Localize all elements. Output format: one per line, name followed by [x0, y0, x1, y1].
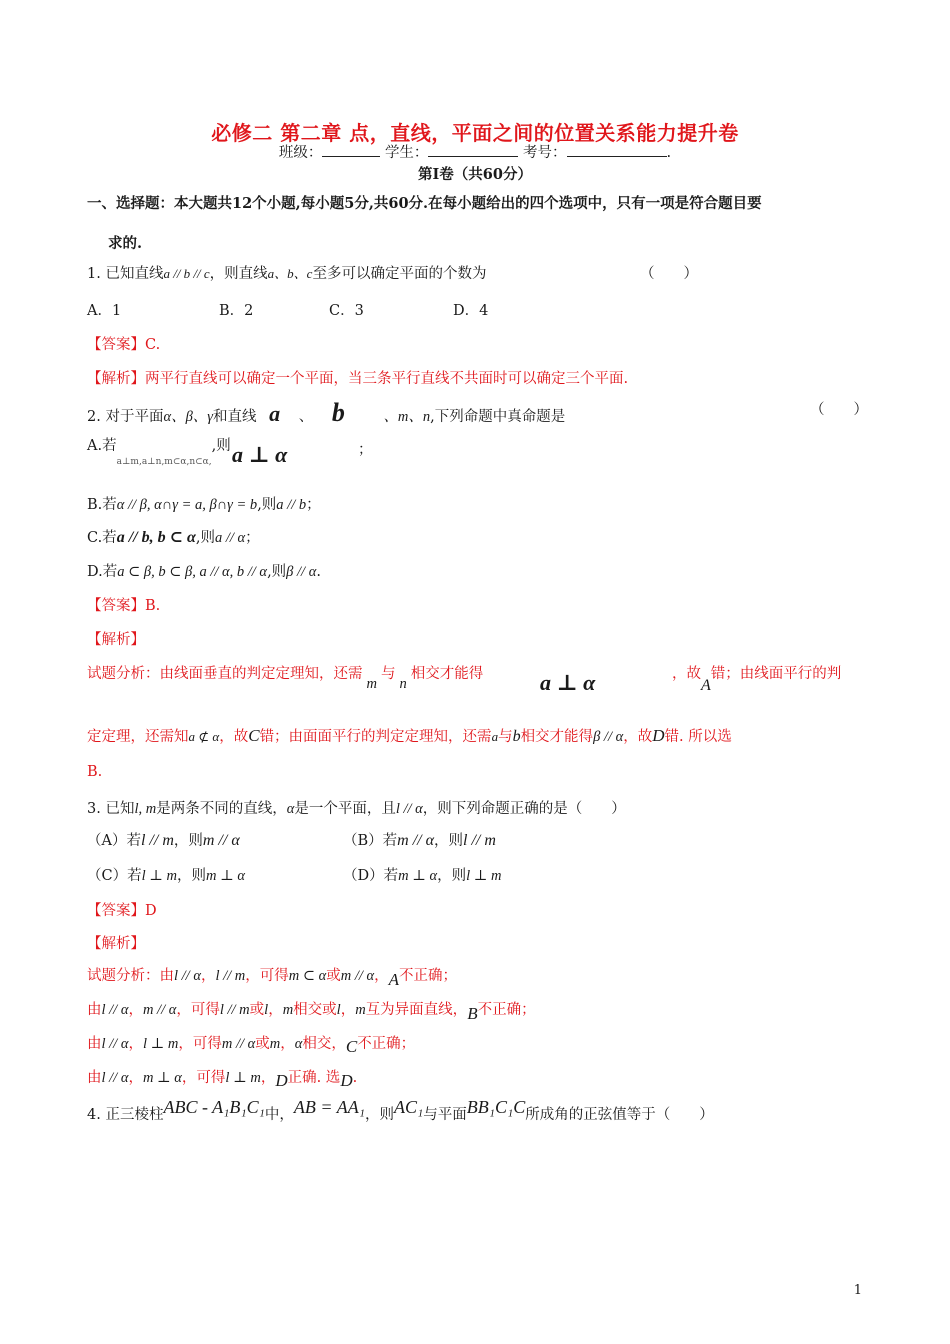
q3-r2-t16: 不正确； — [477, 1002, 536, 1018]
q3-r2-t4: ，可得 — [176, 1002, 220, 1018]
q3-r4-t10: . — [352, 1070, 358, 1086]
q3-math-b: α — [286, 801, 295, 817]
q3-analysis-row1 — [87, 964, 458, 989]
q2-b-math: α // β, α∩γ = a, β∩γ = b — [116, 497, 258, 513]
q3-r1-m3: l // m — [215, 968, 246, 984]
q3-b-m2: l // m — [463, 832, 496, 849]
q3-d-mid: ，则 — [437, 868, 467, 884]
q3-r1-m7: m // α — [340, 968, 375, 984]
q3-analysis-label: 【解析】 — [87, 936, 145, 952]
q3-r4-m3: m ⊥ α — [142, 1070, 182, 1086]
q1-stem-text3: 至多可以确定平面的个数为 — [312, 266, 487, 282]
q3-r3-t8: ， — [280, 1036, 295, 1052]
q2-l1-A: A — [701, 677, 711, 694]
q3-d-m2: l ⊥ m — [466, 868, 502, 884]
q2-l2-text3: 错；由面面平行的判定定理知，还需 — [259, 729, 492, 745]
q2-analysis-line1 — [87, 662, 484, 692]
q3-option-a — [87, 829, 240, 850]
q3-r2-t6: 或 — [249, 1002, 265, 1018]
q3-r2-m9: m — [282, 1002, 294, 1018]
q2-c-then: ,则 — [195, 530, 215, 546]
q2-l2-text: 定定理，还需知 — [87, 729, 189, 745]
q4-math-c: AC₁ — [393, 1097, 424, 1117]
class-blank[interactable] — [322, 142, 380, 157]
q2-big-a: a — [269, 401, 281, 426]
student-info-line — [0, 141, 950, 162]
q2-l2-text4: 与 — [498, 729, 513, 745]
q3-r1-t0: 试题分析：由 — [87, 968, 174, 984]
q2-l1-text5: 错；由线面平行的判 — [710, 666, 842, 682]
q2-option-b — [87, 493, 321, 514]
q3-r1-t6: 或 — [326, 968, 341, 984]
q1-analysis: 【解析】两平行直线可以确定一个平面，当三条平行直线不共面时可以确定三个平面. — [87, 371, 629, 387]
q3-r4-t2: ， — [128, 1070, 143, 1086]
q2-d-math: a ⊂ β, b ⊂ β, a // α, b // α — [117, 564, 268, 580]
q2-c-math: a // b, b ⊂ α — [116, 529, 196, 546]
q2-l1-text3: 相交才能得 — [410, 666, 484, 682]
q3-a-m2: m // α — [202, 832, 240, 849]
q3-r3-m5: m // α — [221, 1036, 256, 1052]
q2-l1-text4: ，故 — [672, 666, 701, 682]
q1-answer: 【答案】C. — [87, 337, 161, 353]
q2-l2-D: D — [652, 726, 665, 745]
q2-l1-text: 试题分析：由线面垂直的判定定理知，还需 — [87, 666, 363, 682]
q3-b-pre: （B）若 — [343, 833, 398, 849]
q3-r3-t4: ，可得 — [178, 1036, 222, 1052]
q3-r2-t0: 由 — [87, 1002, 102, 1018]
q3-r1-t4: ，可得 — [245, 968, 289, 984]
q4-math-d: BB₁C₁C — [466, 1097, 526, 1117]
q3-d-m1: m ⊥ α — [398, 868, 438, 884]
q1-paren: （ ） — [640, 266, 698, 282]
q2-stem-text2: 和直线 — [213, 409, 257, 425]
q2-l2-text5: 相交才能得 — [520, 729, 594, 745]
q2-b-prefix: B.若 — [87, 497, 117, 513]
q3-answer: 【答案】D — [87, 903, 157, 919]
q3-r3-t10: 相交， — [302, 1036, 346, 1052]
q3-r4-m9: D — [340, 1071, 353, 1090]
q2-a-conclusion — [232, 442, 287, 468]
q3-stem — [87, 797, 626, 818]
q2-l2-m1: a ⊄ α — [188, 729, 220, 744]
q2-b-then: ,则 — [257, 497, 277, 513]
q2-l2-C: C — [248, 726, 260, 745]
student-label: 学生： — [384, 145, 429, 161]
q2-d-then: ,则 — [267, 564, 287, 580]
q2-math-c: 、m、n — [383, 409, 431, 425]
section-heading: 一、选择题：本大题共12个小题,每小题5分,共60分.在每小题给出的四个选项中，只有一项是符合题目要 — [87, 195, 762, 212]
q2-option-d — [87, 560, 321, 581]
q2-a-end: ； — [358, 442, 373, 458]
q2-b-end: ； — [306, 497, 321, 513]
q2-d-end: . — [316, 564, 321, 580]
q2-l1-text2: 与 — [380, 666, 396, 682]
q2-l2-text6: ，故 — [623, 729, 653, 745]
q3-r3-t2: ， — [128, 1036, 143, 1052]
q3-analysis-row4 — [87, 1066, 358, 1090]
q2-l1-n: n — [399, 676, 407, 692]
q2-math: α、β、γ — [163, 409, 213, 425]
q2-l2-text7: 错. 所以选 — [664, 729, 732, 745]
q2-d-prefix: D.若 — [87, 564, 118, 580]
q2-c-math2: a // α — [214, 530, 246, 546]
q4-math-b: AB = AA₁ — [293, 1097, 365, 1117]
q3-stem-text4: ，则下列命题正确的是（ ） — [422, 801, 626, 817]
q1-math2: a、b、c — [267, 266, 313, 281]
q2-stem — [87, 398, 565, 428]
q2-big-b: b — [331, 398, 345, 427]
number-blank[interactable] — [567, 142, 667, 157]
q3-r2-t2: ， — [128, 1002, 143, 1018]
q2-l1-conclusion — [540, 670, 595, 696]
q2-l2-text2: ，故 — [219, 729, 249, 745]
q2-l2-m2: a — [491, 729, 499, 744]
q3-r3-m9: α — [294, 1036, 303, 1052]
q2-analysis-line1-end — [672, 662, 842, 694]
q3-r1-t10: 不正确； — [399, 968, 458, 984]
q3-r4-t4: ，可得 — [181, 1070, 226, 1086]
number-label: 考号： — [523, 145, 567, 161]
q2-sep: 、 — [298, 409, 314, 425]
q3-r1-t8: ， — [374, 968, 389, 984]
q2-l2-m3: b — [512, 728, 521, 745]
q3-r2-m15: B — [467, 1004, 478, 1023]
q3-c-mid: ，则 — [177, 868, 206, 884]
q2-stem-text: 2. 对于平面 — [87, 409, 164, 425]
q4-stem — [87, 1097, 714, 1124]
page-number: 1 — [853, 1283, 862, 1298]
student-blank[interactable] — [428, 142, 518, 157]
q3-b-m1: m // α — [397, 832, 434, 849]
class-label: 班级： — [278, 145, 323, 161]
q3-d-pre: （D）若 — [343, 868, 399, 884]
q1-stem — [87, 262, 486, 283]
q3-r4-t8: 正确. 选 — [287, 1070, 341, 1086]
q3-analysis-row3 — [87, 1032, 416, 1056]
q3-r4-m7: D — [275, 1071, 288, 1090]
q3-r2-m13: m — [355, 1002, 366, 1018]
q3-r3-t12: 不正确； — [357, 1036, 416, 1052]
q3-r1-m1: l // α — [174, 968, 201, 984]
q2-l1-big: a ⊥ α — [540, 670, 596, 695]
q2-paren: （ ） — [810, 402, 868, 418]
q4-stem-text: 4. 正三棱柱 — [87, 1107, 164, 1123]
q3-r3-m7: m — [269, 1036, 281, 1052]
page-title: 必修二 第二章 点，直线，平面之间的位置关系能力提升卷 — [211, 121, 739, 145]
q3-option-d — [343, 864, 502, 885]
q3-r2-m5: l // m — [219, 1002, 250, 1018]
q2-c-prefix: C.若 — [87, 530, 117, 546]
q4-stem-text5: 所成角的正弦值等于（ ） — [525, 1107, 714, 1123]
q2-l2-m4: β // α — [593, 729, 624, 745]
q3-stem-text3: 是一个平面，且 — [294, 801, 396, 817]
q1-option-d: D．4 — [453, 303, 489, 319]
q3-option-b — [343, 829, 496, 850]
q2-a-then: ,则 — [211, 438, 231, 454]
q3-stem-text2: 是两条不同的直线， — [156, 801, 287, 817]
q3-r3-t0: 由 — [87, 1036, 102, 1052]
q2-d-math2: β // α — [286, 564, 317, 580]
section-heading-cont: 求的. — [108, 235, 143, 252]
q3-r2-t8: ， — [268, 1002, 283, 1018]
q3-c-m1: l ⊥ m — [141, 868, 177, 884]
q3-r3-m1: l // α — [101, 1036, 129, 1052]
q2-analysis-line2 — [87, 725, 732, 746]
q1-option-b: B．2 — [219, 303, 254, 319]
q2-a-prefix: A.若 — [87, 438, 117, 454]
q3-a-pre: （A）若 — [87, 833, 141, 849]
q3-option-c — [87, 864, 245, 885]
q2-a-small: a⊥m,a⊥n,m⊂α,n⊂α, — [116, 457, 212, 467]
q3-r1-t2: ， — [200, 968, 216, 984]
q2-b-math2: a // b — [276, 497, 307, 513]
q3-r3-t6: 或 — [255, 1036, 270, 1052]
q3-r4-m5: l ⊥ m — [225, 1070, 261, 1086]
q3-r2-t14: 互为异面直线， — [365, 1002, 468, 1018]
q2-a-big: a ⊥ α — [232, 442, 288, 467]
q3-r2-t10: 相交或 — [293, 1002, 337, 1018]
q1-option-a: A．1 — [87, 303, 122, 319]
q3-math-a: l, m — [134, 801, 157, 817]
q3-analysis-row2 — [87, 998, 536, 1023]
q4-stem-text3: ，则 — [364, 1107, 394, 1123]
q3-a-m1: l // m — [140, 832, 174, 849]
q3-a-mid: ，则 — [173, 833, 203, 849]
info-end: . — [666, 145, 672, 161]
q3-r3-m3: l ⊥ m — [142, 1036, 179, 1052]
q2-stem-text3: ,下列命题中真命题是 — [430, 409, 566, 425]
q2-c-end: ； — [245, 530, 260, 546]
q3-r2-m3: m // α — [142, 1002, 177, 1018]
q1-stem-text2: ，则直线 — [209, 266, 268, 282]
q3-r4-t0: 由 — [87, 1070, 102, 1086]
q2-answer: 【答案】B. — [87, 598, 161, 614]
q3-r4-t6: ， — [260, 1070, 276, 1086]
q3-c-pre: （C）若 — [87, 868, 142, 884]
q3-stem-text: 3. 已知 — [87, 801, 135, 817]
q4-stem-text4: 与平面 — [423, 1107, 467, 1123]
q4-stem-text2: 中， — [264, 1107, 294, 1123]
q3-r3-m11: C — [345, 1037, 358, 1056]
q4-math-a: ABC - A₁B₁C₁ — [163, 1097, 265, 1117]
q3-r1-m9: A — [388, 970, 400, 989]
q2-analysis-line3: B. — [87, 764, 103, 780]
q2-l1-m: m — [366, 676, 377, 692]
q3-r1-m5: m ⊂ α — [288, 968, 327, 984]
q1-option-c: C．3 — [329, 303, 364, 319]
q3-r4-m1: l // α — [101, 1070, 129, 1086]
q2-analysis-label: 【解析】 — [87, 632, 145, 648]
q3-r2-t12: ， — [340, 1002, 356, 1018]
q3-b-mid: ，则 — [434, 833, 463, 849]
volume-heading: 第Ⅰ卷（共60分） — [418, 166, 532, 183]
q3-c-m2: m ⊥ α — [206, 868, 245, 884]
q3-r2-m1: l // α — [101, 1002, 129, 1018]
q1-stem-text: 1. 已知直线 — [87, 266, 164, 282]
q3-r2-m11: l — [336, 1002, 341, 1018]
q3-math-c: l // α — [395, 801, 423, 817]
q1-math: a // b // c — [163, 266, 210, 281]
q3-r2-m7: l — [264, 1002, 269, 1018]
q2-option-c — [87, 526, 260, 547]
